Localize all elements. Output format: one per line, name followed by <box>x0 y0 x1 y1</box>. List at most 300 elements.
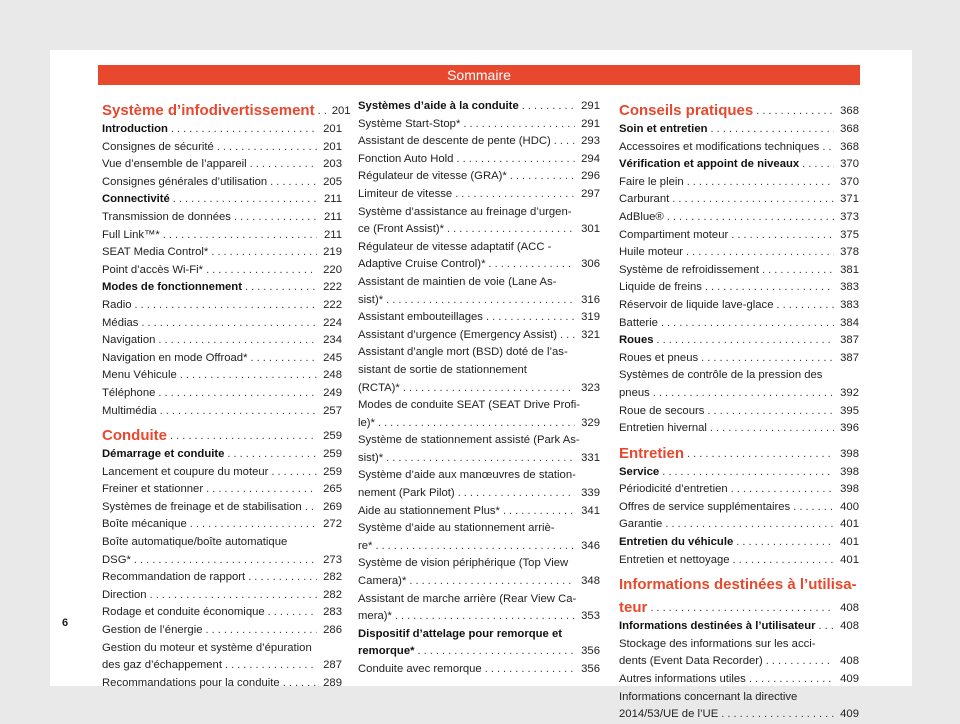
toc-entry-page: 259 <box>323 448 342 461</box>
toc-entry[interactable] <box>619 350 859 368</box>
toc-entry-page: 408 <box>840 602 859 615</box>
toc-entry[interactable] <box>619 499 859 517</box>
toc-entry-text: Boîte automatique/boîte automatique <box>102 536 288 549</box>
toc-entry-page: 370 <box>840 175 859 188</box>
toc-entry-text: Garantie <box>619 518 663 531</box>
toc-entry[interactable] <box>102 139 342 157</box>
toc-entry-page: 211 <box>323 228 342 241</box>
toc-entry[interactable] <box>619 636 859 671</box>
toc-entry[interactable] <box>358 274 600 309</box>
toc-entry-text: Démarrage et conduite <box>102 448 225 461</box>
toc-entry-page: 401 <box>840 553 859 566</box>
leader-dots <box>721 706 834 724</box>
toc-entry-page: 396 <box>840 422 859 435</box>
toc-entry-text: Radio <box>102 298 132 311</box>
toc-entry[interactable] <box>619 552 859 570</box>
toc-entry[interactable] <box>619 367 859 402</box>
toc-entry-text: Limiteur de vitesse <box>358 187 453 200</box>
toc-entry-text: Direction <box>102 588 147 601</box>
toc-entry[interactable] <box>102 403 342 421</box>
toc-entry-text: Conduite <box>102 427 167 445</box>
toc-entry-text: Fonction Auto Hold <box>358 152 454 165</box>
toc-entry-text: Carburant <box>619 193 670 206</box>
toc-entry-text: Conduite avec remorque <box>358 663 482 675</box>
toc-entry[interactable] <box>619 516 859 534</box>
toc-entry-text: Roues <box>619 334 654 347</box>
toc-entry-page: 392 <box>840 386 859 399</box>
toc-entry-text: Transmission de données <box>102 210 231 223</box>
toc-entry[interactable] <box>619 464 859 482</box>
toc-entry-text: Connectivité <box>102 193 170 206</box>
toc-entry-text: Camera)* <box>358 575 407 588</box>
toc-entry-page: 286 <box>323 624 342 637</box>
toc-entry-page: 219 <box>323 246 342 259</box>
toc-entry-page: 220 <box>323 263 342 276</box>
toc-entry[interactable] <box>358 133 600 151</box>
leader-dots <box>205 622 317 640</box>
leader-dots <box>710 420 834 438</box>
toc-entry-text: Régulateur de vitesse (GRA)* <box>358 170 507 183</box>
leader-dots <box>662 464 834 482</box>
leader-dots <box>225 657 317 675</box>
leader-dots <box>657 332 834 350</box>
leader-dots <box>447 221 575 239</box>
leader-dots <box>701 350 834 368</box>
leader-dots <box>158 385 317 403</box>
toc-entry-page: 409 <box>840 673 859 686</box>
leader-dots <box>395 608 575 626</box>
leader-dots <box>386 292 575 310</box>
toc-entry-text: Modes de conduite SEAT (SEAT Drive Profi- <box>358 399 581 412</box>
toc-entry-page: 269 <box>323 500 342 513</box>
toc-entry[interactable] <box>619 279 859 297</box>
toc-entry-page: 222 <box>323 281 342 294</box>
toc-entry[interactable] <box>619 315 859 333</box>
toc-entry-page: 272 <box>323 518 342 531</box>
leader-dots <box>163 227 317 245</box>
toc-entry-text: Assistant d’angle mort (BSD) doté de l’as- <box>358 346 568 359</box>
leader-dots <box>733 552 834 570</box>
leader-dots <box>793 499 834 517</box>
toc-entry-page: 259 <box>323 465 342 478</box>
toc-entry-text: re* <box>358 539 373 552</box>
toc-entry-text: Compartiment moteur <box>619 228 729 241</box>
toc-entry-page: 341 <box>581 504 600 517</box>
leader-dots <box>456 151 575 169</box>
toc-entry[interactable] <box>619 618 859 636</box>
toc-entry-page: 323 <box>581 381 600 394</box>
toc-entry-text: Entretien et nettoyage <box>619 553 730 566</box>
toc-column-2 <box>358 98 600 679</box>
toc-entry-text: Assistant de descente de pente (HDC) <box>358 135 551 148</box>
toc-entry-text: Assistant de marche arrière (Rear View Ca- <box>358 592 577 605</box>
toc-entry[interactable] <box>358 397 600 432</box>
leader-dots <box>762 262 834 280</box>
toc-entry[interactable] <box>102 315 342 333</box>
toc-entry[interactable] <box>619 121 859 139</box>
toc-entry-text: Entretien hivernal <box>619 422 707 435</box>
leader-dots <box>707 403 834 421</box>
leader-dots <box>141 315 317 333</box>
toc-entry[interactable] <box>102 156 342 174</box>
leader-dots <box>776 297 834 315</box>
toc-entry-page: 375 <box>840 228 859 241</box>
toc-entry-page: 291 <box>581 100 600 112</box>
toc-entry-text: Système d’aide aux manœuvres de station- <box>358 469 576 482</box>
toc-entry[interactable] <box>102 191 342 209</box>
toc-entry[interactable] <box>358 186 600 204</box>
toc-entry[interactable] <box>102 640 342 675</box>
toc-entry-text: Système de vision périphérique (Top View <box>358 557 569 570</box>
toc-entry-text: Rodage et conduite économique <box>102 606 265 619</box>
toc-entry[interactable] <box>358 503 600 521</box>
leader-dots <box>251 350 318 368</box>
leader-dots <box>386 450 575 468</box>
toc-entry-text: pneus <box>619 386 650 399</box>
toc-entry-page: 401 <box>840 518 859 531</box>
toc-entry-page: 353 <box>581 610 600 623</box>
toc-entry-text: Aide au stationnement Plus* <box>358 504 500 517</box>
leader-dots <box>211 244 317 262</box>
toc-entry[interactable] <box>102 464 342 482</box>
toc-entry-page: 211 <box>323 193 342 206</box>
toc-entry-text: Informations destinées à l’utilisateur <box>619 620 816 633</box>
toc-entry[interactable] <box>102 350 342 368</box>
toc-entry[interactable] <box>619 420 859 438</box>
toc-entry-page: 248 <box>323 369 342 382</box>
toc-entry-text: Batterie <box>619 316 658 329</box>
toc-entry-text: remorque* <box>358 645 415 658</box>
toc-entry[interactable] <box>102 622 342 640</box>
toc-entry[interactable] <box>619 481 859 499</box>
leader-dots <box>672 191 834 209</box>
leader-dots <box>458 485 575 503</box>
toc-entry-text: dents (Event Data Recorder) <box>619 655 763 668</box>
toc-entry-text: Système Start-Stop* <box>358 117 461 130</box>
leader-dots <box>510 168 575 186</box>
leader-dots <box>687 444 834 464</box>
toc-entry[interactable] <box>619 244 859 262</box>
toc-entry-text: Périodicité d’entretien <box>619 483 728 496</box>
toc-entry-page: 291 <box>581 117 600 130</box>
toc-entry[interactable] <box>619 332 859 350</box>
toc-entry-text: mera)* <box>358 610 392 623</box>
toc-entry-text: Navigation <box>102 334 156 347</box>
leader-dots <box>180 367 317 385</box>
leader-dots <box>686 244 834 262</box>
toc-entry[interactable] <box>358 309 600 327</box>
toc-entry-text: DSG* <box>102 553 131 566</box>
toc-entry[interactable] <box>102 262 342 280</box>
toc-entry[interactable] <box>358 151 600 169</box>
leader-dots <box>749 671 834 689</box>
toc-entry-page: 395 <box>840 404 859 417</box>
toc-entry-text: sist)* <box>358 293 384 306</box>
toc-entry[interactable] <box>358 467 600 502</box>
leader-dots <box>150 587 317 605</box>
toc-entry-page: 409 <box>840 708 859 721</box>
leader-dots <box>661 315 834 333</box>
toc-entry-text: Systèmes d’aide à la conduite <box>358 100 519 112</box>
toc-entry[interactable] <box>358 98 600 116</box>
toc-entry-text: Médias <box>102 316 139 329</box>
leader-dots <box>283 675 317 693</box>
toc-entry-page: 346 <box>581 539 600 552</box>
toc-entry[interactable] <box>102 121 342 139</box>
toc-entry-text: Assistant de maintien de voie (Lane As- <box>358 275 557 288</box>
toc-entry-page: 387 <box>840 351 859 364</box>
toc-entry-text: Réservoir de liquide lave-glace <box>619 298 774 311</box>
toc-entry-text: AdBlue® <box>619 210 664 223</box>
toc-entry[interactable] <box>102 101 351 121</box>
toc-entry-text: Informations concernant la directive <box>619 690 798 703</box>
toc-entry[interactable] <box>619 262 859 280</box>
toc-entry[interactable] <box>619 227 859 245</box>
toc-entry-page: 245 <box>323 351 342 364</box>
toc-entry-page: 373 <box>840 210 859 223</box>
toc-entry-text: des gaz d’échappement <box>102 659 222 672</box>
toc-entry-page: 383 <box>840 281 859 294</box>
toc-entry-page: 205 <box>323 175 342 188</box>
toc-entry[interactable] <box>358 520 600 555</box>
toc-entry-page: 408 <box>840 620 859 633</box>
toc-entry-page: 282 <box>323 588 342 601</box>
toc-entry[interactable] <box>102 481 342 499</box>
toc-entry-page: 316 <box>581 293 600 306</box>
toc-entry[interactable] <box>102 227 342 245</box>
leader-dots <box>522 98 575 116</box>
toc-entry-text: Gestion du moteur et système d’épuration <box>102 641 312 654</box>
page-number: 6 <box>62 617 69 629</box>
leader-dots <box>650 598 834 618</box>
leader-dots <box>135 297 317 315</box>
toc-entry-page: 400 <box>840 500 859 513</box>
toc-entry-text: Full Link™* <box>102 228 160 241</box>
toc-entry-text: Assistant embouteillages <box>358 311 483 324</box>
leader-dots <box>488 256 575 274</box>
toc-entry-page: 283 <box>323 606 342 619</box>
toc-entry-page: 408 <box>840 655 859 668</box>
toc-entry[interactable] <box>619 403 859 421</box>
leader-dots <box>271 464 317 482</box>
toc-entry-text: Roue de secours <box>619 404 705 417</box>
toc-entry[interactable] <box>619 101 859 121</box>
toc-entry-text: nement (Park Pilot) <box>358 487 455 500</box>
leader-dots <box>822 139 834 157</box>
leader-dots <box>418 643 575 661</box>
toc-entry-text: Vérification et appoint de niveaux <box>619 158 800 171</box>
toc-entry[interactable] <box>358 432 600 467</box>
toc-entry[interactable] <box>619 575 859 618</box>
toc-entry[interactable] <box>619 156 859 174</box>
toc-entry-text: Système d’aide au stationnement arriè- <box>358 522 555 535</box>
toc-entry-text: Soin et entretien <box>619 123 708 135</box>
toc-entry-page: 387 <box>840 334 859 347</box>
toc-entry[interactable] <box>102 675 342 693</box>
leader-dots <box>206 481 317 499</box>
leader-dots <box>819 618 835 636</box>
toc-entry[interactable] <box>619 139 859 157</box>
toc-entry-page: 201 <box>323 140 342 153</box>
leader-dots <box>217 139 317 157</box>
leader-dots <box>248 569 317 587</box>
toc-entry[interactable] <box>358 626 600 661</box>
toc-entry-page: 222 <box>323 298 342 311</box>
toc-entry-page: 257 <box>323 404 342 417</box>
leader-dots <box>766 653 834 671</box>
toc-entry[interactable] <box>358 591 600 626</box>
toc-entry[interactable] <box>358 344 600 397</box>
toc-entry-page: 348 <box>581 575 600 588</box>
toc-entry-page: 398 <box>840 483 859 496</box>
toc-entry-text: Régulateur de vitesse adaptatif (ACC - <box>358 240 552 253</box>
toc-entry[interactable] <box>102 297 342 315</box>
toc-entry-text: Stockage des informations sur les acci- <box>619 637 816 650</box>
toc-entry-text: Système d’assistance au freinage d’urgen- <box>358 205 572 218</box>
toc-entry-page: 294 <box>581 152 600 165</box>
toc-entry[interactable] <box>102 534 342 569</box>
toc-entry-text: Boîte mécanique <box>102 518 187 531</box>
toc-entry[interactable] <box>102 244 342 262</box>
toc-entry-text: Informations destinées à l’utilisa- <box>619 576 857 594</box>
leader-dots <box>227 446 317 464</box>
leader-dots <box>305 499 317 517</box>
leader-dots <box>731 227 834 245</box>
toc-entry[interactable] <box>102 426 342 446</box>
toc-entry-text: Autres informations utiles <box>619 673 746 686</box>
toc-entry[interactable] <box>358 661 600 679</box>
toc-entry[interactable] <box>619 671 859 689</box>
leader-dots <box>485 661 575 679</box>
toc-entry[interactable] <box>619 209 859 227</box>
toc-entry-page: 356 <box>581 645 600 658</box>
toc-entry[interactable] <box>358 327 600 345</box>
toc-entry[interactable] <box>619 689 859 724</box>
toc-entry-page: 401 <box>840 536 859 549</box>
toc-entry[interactable] <box>358 239 600 274</box>
leader-dots <box>171 121 317 139</box>
toc-entry-text: le)* <box>358 416 375 429</box>
toc-entry-text: Point d’accès Wi-Fi* <box>102 263 204 276</box>
leader-dots <box>503 503 575 521</box>
toc-entry[interactable] <box>102 446 342 464</box>
toc-entry[interactable] <box>102 604 342 622</box>
toc-entry[interactable] <box>358 116 600 134</box>
toc-entry-text: Modes de fonctionnement <box>102 281 242 294</box>
toc-entry-text: Assistant d’urgence (Emergency Assist) <box>358 328 558 341</box>
toc-entry-page: 384 <box>840 316 859 329</box>
toc-entry[interactable] <box>619 444 859 464</box>
toc-entry-page: 368 <box>840 105 859 117</box>
toc-column-3 <box>619 98 859 724</box>
toc-entry[interactable] <box>102 367 342 385</box>
toc-entry-text: Système de stationnement assisté (Park As- <box>358 434 580 447</box>
toc-entry-page: 201 <box>331 105 351 117</box>
toc-entry-page: 259 <box>323 430 342 443</box>
toc-entry-text: Lancement et coupure du moteur <box>102 465 269 478</box>
toc-entry-text: Entretien <box>619 444 685 462</box>
leader-dots <box>160 403 317 421</box>
toc-entry[interactable] <box>619 191 859 209</box>
toc-entry-text: Gestion de l’énergie <box>102 624 203 637</box>
toc-entry-text: Liquide de freins <box>619 281 702 294</box>
toc-entry[interactable] <box>619 174 859 192</box>
toc-entry-text: SEAT Media Control* <box>102 246 209 259</box>
leader-dots <box>134 552 317 570</box>
leader-dots <box>173 191 317 209</box>
toc-entry[interactable] <box>102 385 342 403</box>
toc-entry-page: 289 <box>323 676 342 689</box>
toc-entry-text: Recommandations pour la conduite <box>102 676 280 689</box>
toc-entry[interactable] <box>358 555 600 590</box>
leader-dots <box>667 209 834 227</box>
toc-entry-text: 2014/53/UE de l’UE <box>619 708 719 721</box>
toc-entry-text: sist)* <box>358 451 384 464</box>
toc-entry[interactable] <box>102 569 342 587</box>
toc-entry-page: 211 <box>323 210 342 223</box>
leader-dots <box>375 538 575 556</box>
toc-entry[interactable] <box>358 168 600 186</box>
toc-entry-text: Navigation en mode Offroad* <box>102 351 248 364</box>
toc-entry[interactable] <box>102 332 342 350</box>
toc-entry[interactable] <box>102 499 342 517</box>
toc-entry[interactable] <box>102 174 342 192</box>
toc-entry-text: Vue d’ensemble de l’appareil <box>102 158 247 171</box>
leader-dots <box>250 156 317 174</box>
toc-entry-page: 398 <box>840 447 859 460</box>
toc-entry-page: 331 <box>581 451 600 464</box>
toc-entry[interactable] <box>102 587 342 605</box>
toc-entry[interactable] <box>102 209 342 227</box>
leader-dots <box>736 534 834 552</box>
leader-dots <box>158 332 317 350</box>
toc-entry-text: sistant de sortie de stationnement <box>358 363 527 376</box>
toc-entry-text: Freiner et stationner <box>102 483 204 496</box>
toc-entry-text: Systèmes de freinage et de stabilisation <box>102 500 302 513</box>
leader-dots <box>687 174 834 192</box>
toc-entry-text: Dispositif d’attelage pour remorque et <box>358 627 563 640</box>
leader-dots <box>560 327 575 345</box>
toc-entry-text: Consignes générales d’utilisation <box>102 175 268 188</box>
leader-dots <box>318 101 326 121</box>
toc-entry-page: 378 <box>840 246 859 259</box>
leader-dots <box>731 481 834 499</box>
leader-dots <box>705 279 834 297</box>
toc-entry-page: 306 <box>581 258 600 271</box>
toc-entry[interactable] <box>619 534 859 552</box>
leader-dots <box>554 133 575 151</box>
toc-entry-text: Système d’infodivertissement <box>102 102 315 119</box>
toc-entry-page: 234 <box>323 334 342 347</box>
toc-entry-text: Adaptive Cruise Control)* <box>358 258 486 271</box>
toc-entry[interactable] <box>102 279 342 297</box>
toc-entry[interactable] <box>619 297 859 315</box>
toc-entry-text: Consignes de sécurité <box>102 140 214 153</box>
leader-dots <box>802 156 834 174</box>
toc-entry-page: 282 <box>323 571 342 584</box>
toc-entry-page: 381 <box>840 263 859 276</box>
toc-entry-text: Menu Véhicule <box>102 369 177 382</box>
leader-dots <box>268 604 317 622</box>
toc-entry[interactable] <box>358 204 600 239</box>
toc-entry-page: 297 <box>581 187 600 200</box>
toc-entry[interactable] <box>102 516 342 534</box>
toc-entry-text: ce (Front Assist)* <box>358 223 445 236</box>
toc-entry-page: 356 <box>581 663 600 675</box>
toc-entry-page: 201 <box>323 123 342 135</box>
toc-entry-page: 339 <box>581 487 600 500</box>
toc-entry-text: Conseils pratiques <box>619 102 754 119</box>
